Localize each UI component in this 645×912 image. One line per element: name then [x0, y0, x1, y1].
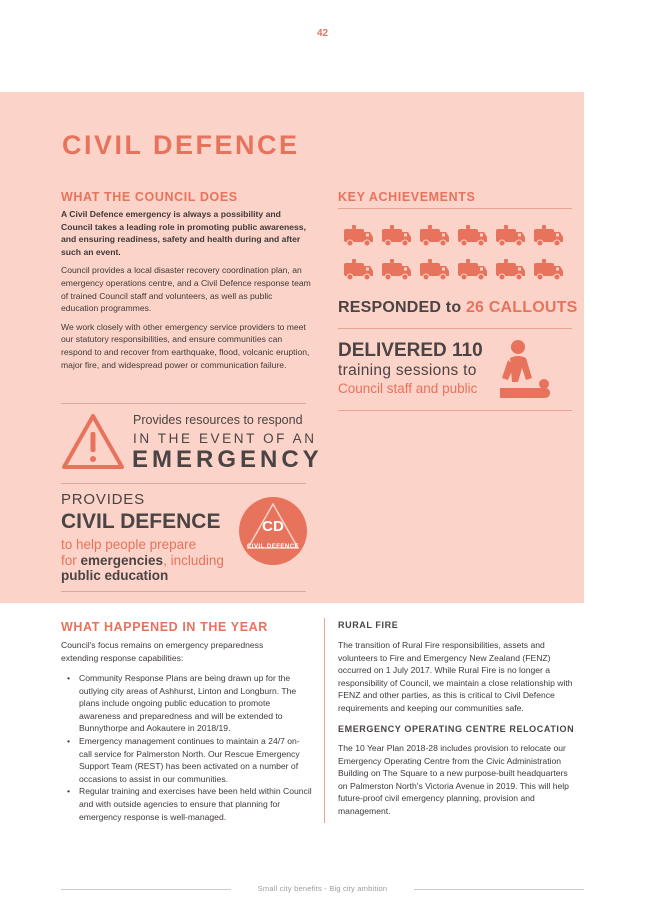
achievements-heading: KEY ACHIEVEMENTS: [338, 190, 476, 204]
callouts-value: 26 CALLOUTS: [465, 299, 578, 316]
rural-heading: RURAL FIRE: [338, 620, 399, 630]
fire-truck-icon: [419, 256, 450, 282]
fire-truck-icon: [457, 256, 488, 282]
emergency-line-1: Provides resources to respond: [133, 413, 303, 427]
provides-text-c: emergencies: [80, 552, 164, 568]
year-bullet-list: [67, 672, 312, 823]
rural-text: The transition of Rural Fire responsibilities, assets and volunteers to Fire and Emergency New Zealand (FENZ) occurred on 1 July 2017. While Rural Fire is no longer a responsibility of Council, we maintain a close relationship with FENZ and other parties, as this is critical to Civil Defence requirements and keeping our communities safe.: [338, 640, 573, 713]
provides-text-b: for: [61, 552, 81, 568]
page-number: 42: [316, 28, 329, 39]
divider: [61, 591, 306, 592]
fire-truck-icon: [343, 222, 374, 248]
divider: [338, 328, 572, 329]
fire-truck-icons: [343, 222, 573, 290]
fire-truck-icon: [533, 256, 564, 282]
divider: [338, 208, 572, 209]
divider: [61, 403, 306, 404]
list-item: • Emergency management continues to maintain a 24/7 on-call service for Palmerston North. Our Rescue Emergency Support Team (REST) has been activated on a number of occasions to assist in our communities.: [67, 735, 312, 785]
callouts-stat: [338, 299, 578, 317]
provides-text-a: to help people prepare: [61, 537, 197, 552]
fire-truck-icon: [381, 222, 412, 248]
fire-truck-icon: [419, 222, 450, 248]
council-lead: A Civil Defence emergency is always a possibility and Council takes a leading role in promoting public awareness, and ensuring readiness, safety and health during and after such an event.: [61, 209, 306, 257]
provides-line-2: CIVIL DEFENCE: [61, 510, 221, 533]
logo-text: CIVIL DEFENCE: [246, 544, 300, 550]
year-heading: WHAT HAPPENED IN THE YEAR: [61, 620, 268, 634]
footer-tagline: Small city benefits - Big city ambition: [257, 884, 388, 893]
fire-truck-icon: [457, 222, 488, 248]
divider: [338, 410, 572, 411]
cpr-training-icon: [496, 338, 554, 400]
provides-text-e: public education: [61, 568, 169, 583]
logo-letters: CD: [262, 518, 284, 535]
provides-line-1: PROVIDES: [61, 491, 145, 508]
provides-text-d: , including: [163, 552, 224, 568]
council-heading: WHAT THE COUNCIL DOES: [61, 190, 238, 204]
fire-truck-icon: [533, 222, 564, 248]
fire-truck-icon: [495, 222, 526, 248]
page-title: CIVIL DEFENCE: [62, 130, 300, 160]
year-intro: Council's focus remains on emergency preparedness extending response capabilities:: [61, 640, 264, 663]
footer-rule-right: [414, 889, 584, 890]
eoc-heading: EMERGENCY OPERATING CENTRE RELOCATION: [338, 724, 575, 734]
delivered-stat: DELIVERED 110: [338, 340, 483, 361]
emergency-line-2: IN THE EVENT OF AN: [133, 431, 317, 446]
fire-truck-icon: [381, 256, 412, 282]
fire-truck-icon: [495, 256, 526, 282]
emergency-line-3: EMERGENCY: [132, 446, 323, 473]
list-item: • Community Response Plans are being drawn up for the outlying city areas of Ashhurst, Linton and Longburn. The plans include ongoing public education to promote awareness and preparedness and will be extended to Bunnythorpe and Aokautere in 2018/19.: [67, 672, 312, 735]
civil-defence-logo: [238, 496, 308, 566]
council-paragraph-1: Council provides a local disaster recovery coordination plan, an emergency operations centre, and a Civil Defence response team of trained Council staff and volunteers, as well as public education programmes.: [61, 265, 311, 314]
list-item: • Regular training and exercises have been held within Council and with outside agencies to ensure that planning for emergency response is well-managed.: [67, 785, 312, 823]
callouts-prefix: RESPONDED to: [338, 299, 466, 316]
council-paragraph-2: We work closely with other emergency service providers to meet our statutory responsibilities, and ensure communities can respond to and recover from earthquake, flood, volcanic eruption, major fire, and widespread power or communication failure.: [61, 321, 310, 370]
divider: [61, 483, 306, 484]
column-divider: [324, 618, 325, 823]
eoc-text: The 10 Year Plan 2018-28 includes provision to relocate our Emergency Operating Centre from the Civic Administration Building on The Square to a new purpose-built headquarters on Palmerston North's Victoria Avenue in 2019. This will help future-proof civil emergency planning, provision and management.: [338, 743, 569, 816]
warning-icon: [60, 412, 126, 472]
staff-text: Council staff and public: [338, 381, 478, 396]
council-text: [61, 208, 311, 377]
fire-truck-icon: [343, 256, 374, 282]
provides-description: [61, 537, 251, 584]
training-text: training sessions to: [338, 362, 477, 379]
